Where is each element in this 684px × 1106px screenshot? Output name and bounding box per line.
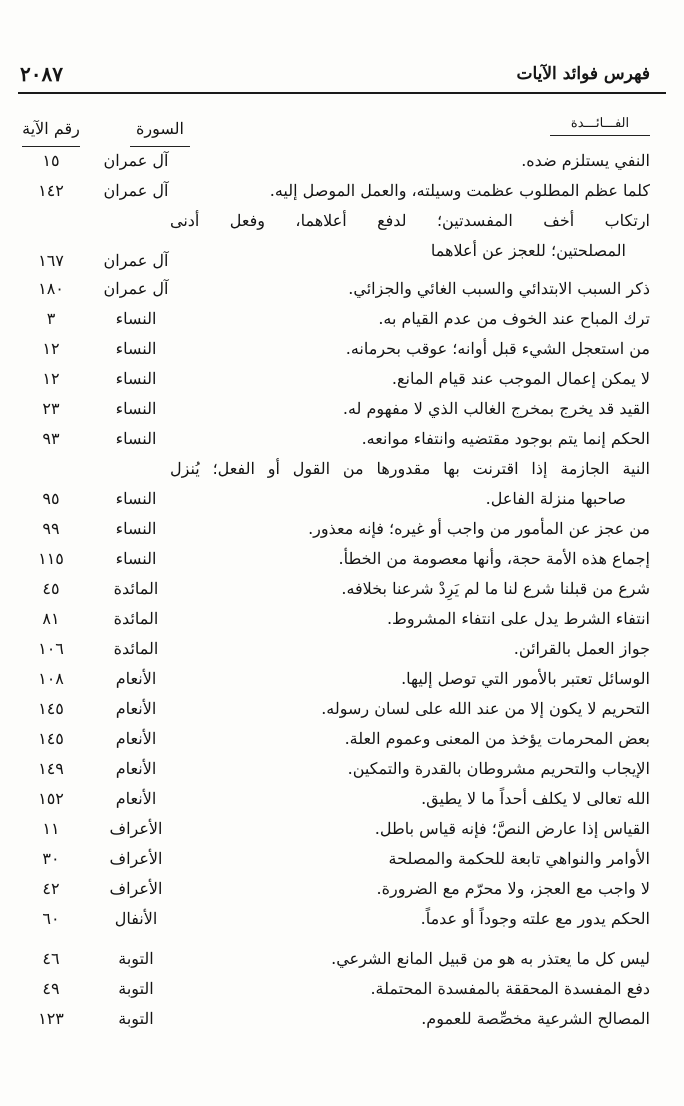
surah-name: آل عمران xyxy=(103,279,169,298)
surah-name: النساء xyxy=(115,399,157,418)
index-row xyxy=(0,516,684,546)
verse-number: ١١٥ xyxy=(38,549,64,568)
header-rule xyxy=(18,92,666,94)
surah-name: المائدة xyxy=(113,609,159,628)
page-number: ٢٠٨٧ xyxy=(20,62,63,86)
verse-number: ٩٩ xyxy=(42,519,60,538)
benefit-text: المصالح الشرعية مخصِّصة للعموم. xyxy=(421,1009,650,1028)
index-row xyxy=(0,396,684,426)
verse-number: ٩٣ xyxy=(42,429,60,448)
index-row xyxy=(0,366,684,396)
surah-name: الأنعام xyxy=(115,729,157,748)
index-row xyxy=(0,726,684,756)
index-row xyxy=(0,238,684,268)
index-row xyxy=(0,306,684,336)
verse-number: ١٤٥ xyxy=(38,699,64,718)
index-row xyxy=(0,148,684,178)
surah-name: الأعراف xyxy=(109,849,163,868)
index-row xyxy=(0,846,684,876)
verse-number: ١٨٠ xyxy=(38,279,64,298)
verse-number: ٤٩ xyxy=(42,979,60,998)
benefit-text: التحريم لا يكون إلا من عند الله على لسان رسوله. xyxy=(321,699,650,718)
verse-number: ٩٥ xyxy=(42,489,60,508)
benefit-text: لا واجب مع العجز، ولا محرّم مع الضرورة. xyxy=(376,879,650,898)
benefit-text: ذكر السبب الابتدائي والسبب الغائي والجزائي. xyxy=(348,279,650,298)
index-row xyxy=(0,276,684,306)
index-row xyxy=(0,756,684,786)
verse-number: ٣٠ xyxy=(42,849,60,868)
verse-number: ١٠٦ xyxy=(38,639,64,658)
surah-name: النساء xyxy=(115,549,157,568)
index-row xyxy=(0,666,684,696)
benefit-text: الحكم إنما يتم بوجود مقتضيه وانتفاء موانعه. xyxy=(361,429,650,448)
benefit-text: ترك المباح عند الخوف من عدم القيام به. xyxy=(378,309,650,328)
surah-name: الأنعام xyxy=(115,759,157,778)
column-header-surah-label: السورة xyxy=(136,119,184,138)
benefit-text: الوسائل تعتبر بالأمور التي توصل إليها. xyxy=(401,669,650,688)
index-row xyxy=(0,546,684,576)
index-row xyxy=(0,816,684,846)
surah-name: النساء xyxy=(115,369,157,388)
benefit-text: كلما عظم المطلوب عظمت وسيلته، والعمل الموصل إليه. xyxy=(269,181,650,200)
surah-name: آل عمران xyxy=(103,151,169,170)
surah-name: المائدة xyxy=(113,639,159,658)
benefit-text: ليس كل ما يعتذر به هو من قبيل المانع الشرعي. xyxy=(331,949,650,968)
index-row xyxy=(0,1006,684,1036)
benefit-text: الأوامر والنواهي تابعة للحكمة والمصلحة xyxy=(388,849,650,868)
verse-number: ١٢٣ xyxy=(38,1009,64,1028)
surah-name: الأعراف xyxy=(109,879,163,898)
benefit-text: دفع المفسدة المحققة بالمفسدة المحتملة. xyxy=(370,979,650,998)
verse-number: ١٤٩ xyxy=(38,759,64,778)
surah-name: التوبة xyxy=(118,979,154,998)
index-row xyxy=(0,486,684,516)
benefit-text: جواز العمل بالقرائن. xyxy=(513,639,650,658)
column-header-verse xyxy=(22,116,80,142)
index-row xyxy=(0,456,684,486)
verse-number: ٢٣ xyxy=(42,399,60,418)
benefit-text: صاحبها منزلة الفاعل. xyxy=(485,489,626,508)
column-header-benefit xyxy=(550,116,650,131)
verse-number: ١٥ xyxy=(42,151,60,170)
benefit-text: من عجز عن المأمور من واجب أو غيره؛ فإنه معذور. xyxy=(308,519,650,538)
surah-name: الأنعام xyxy=(115,699,157,718)
surah-name: الأعراف xyxy=(109,819,163,838)
benefit-text: ارتكاب أخف المفسدتين؛ لدفع أعلاهما، وفعل أدنى xyxy=(170,211,650,230)
index-row xyxy=(0,576,684,606)
verse-number: ٦٠ xyxy=(42,909,60,928)
verse-number: ٤٥ xyxy=(42,579,60,598)
benefit-text: الله تعالى لا يكلف أحداً ما لا يطيق. xyxy=(421,789,650,808)
surah-name: النساء xyxy=(115,429,157,448)
column-header-underline xyxy=(130,146,190,147)
index-row xyxy=(0,606,684,636)
index-row xyxy=(0,426,684,456)
surah-name: الأنفال xyxy=(114,909,158,928)
surah-name: آل عمران xyxy=(103,251,169,270)
benefit-text: الإيجاب والتحريم مشروطان بالقدرة والتمكين. xyxy=(347,759,650,778)
benefit-text: بعض المحرمات يؤخذ من المعنى وعموم العلة. xyxy=(344,729,650,748)
column-header-verse-label: رقم الآية xyxy=(22,119,80,138)
index-row xyxy=(0,946,684,976)
benefit-text: المصلحتين؛ للعجز عن أعلاهما xyxy=(430,241,626,260)
benefit-text: النية الجازمة إذا اقترنت بها مقدورها من القول أو الفعل؛ يُنزل xyxy=(170,459,650,478)
index-row xyxy=(0,208,684,238)
index-row xyxy=(0,696,684,726)
verse-number: ٨١ xyxy=(42,609,60,628)
verse-number: ١٢ xyxy=(42,339,60,358)
surah-name: النساء xyxy=(115,339,157,358)
index-row xyxy=(0,178,684,208)
verse-number: ١٢ xyxy=(42,369,60,388)
benefit-text: انتفاء الشرط يدل على انتفاء المشروط. xyxy=(386,609,650,628)
verse-number: ١٤٥ xyxy=(38,729,64,748)
column-header-surah xyxy=(130,116,190,142)
surah-name: الأنعام xyxy=(115,789,157,808)
benefit-text: لا يمكن إعمال الموجب عند قيام المانع. xyxy=(391,369,650,388)
index-title: فهرس فوائد الآيات xyxy=(516,64,650,84)
surah-name: التوبة xyxy=(118,949,154,968)
verse-number: ٤٦ xyxy=(42,949,60,968)
column-header-underline xyxy=(550,135,650,136)
benefit-text: القيد قد يخرج بمخرج الغالب الذي لا مفهوم له. xyxy=(342,399,650,418)
column-header-benefit-label: الفـــائـــدة xyxy=(570,116,630,131)
surah-name: آل عمران xyxy=(103,181,169,200)
verse-number: ١٤٢ xyxy=(38,181,64,200)
surah-name: النساء xyxy=(115,519,157,538)
verse-number: ١٠٨ xyxy=(38,669,64,688)
index-row xyxy=(0,336,684,366)
benefit-text: من استعجل الشيء قبل أوانه؛ عوقب بحرمانه. xyxy=(345,339,650,358)
surah-name: الأنعام xyxy=(115,669,157,688)
surah-name: التوبة xyxy=(118,1009,154,1028)
benefit-text: النفي يستلزم ضده. xyxy=(521,151,650,170)
index-row xyxy=(0,636,684,666)
index-row xyxy=(0,786,684,816)
benefit-text: القياس إذا عارض النصَّ؛ فإنه قياس باطل. xyxy=(374,819,650,838)
benefit-text: إجماع هذه الأمة حجة، وأنها معصومة من الخطأ. xyxy=(338,549,650,568)
index-row xyxy=(0,876,684,906)
surah-name: النساء xyxy=(115,489,157,508)
verse-number: ١٦٧ xyxy=(38,251,64,270)
verse-number: ١١ xyxy=(42,819,60,838)
verse-number: ٣ xyxy=(46,309,56,328)
verse-number: ٤٢ xyxy=(42,879,60,898)
benefit-text: شرع من قبلنا شرع لنا ما لم يَرِدْ شرعنا بخلافه. xyxy=(341,579,650,598)
index-row xyxy=(0,906,684,936)
index-row xyxy=(0,976,684,1006)
column-header-underline xyxy=(22,146,80,147)
benefit-text: الحكم يدور مع علته وجوداً أو عدماً. xyxy=(420,909,650,928)
verse-number: ١٥٢ xyxy=(38,789,64,808)
surah-name: النساء xyxy=(115,309,157,328)
surah-name: المائدة xyxy=(113,579,159,598)
